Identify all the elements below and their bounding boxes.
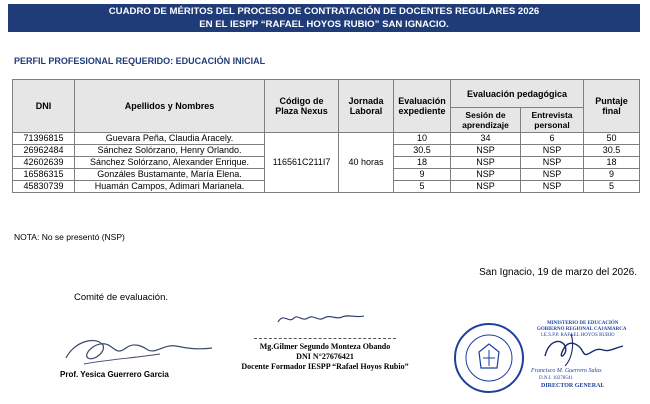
title-line-1: CUADRO DE MÉRITOS DEL PROCESO DE CONTRATACIÓN DE DOCENTES REGULARES 2026 [108, 6, 540, 17]
cell-name: Sánchez Solórzano, Henry Orlando. [75, 145, 265, 157]
cell-final: 9 [584, 169, 640, 181]
cell-file: 30.5 [394, 145, 451, 157]
place-date: San Ignacio, 19 de marzo del 2026. [479, 267, 637, 278]
signatory-2-name: Mg.Gilmer Segundo Monteza Obando [259, 342, 391, 351]
signatory-1-name: Prof. Yesica Guerrero Garcia [60, 370, 169, 379]
cell-session: NSP [451, 157, 521, 169]
cell-interview: NSP [521, 145, 584, 157]
cell-code: 116561C211I7 [265, 133, 339, 193]
header-final: Puntaje final [584, 80, 640, 133]
header-ped-eval: Evaluación pedagógica [451, 80, 584, 108]
signature-scribble-2 [276, 308, 366, 328]
header-code: Código de Plaza Nexus [265, 80, 339, 133]
title-banner [8, 4, 640, 32]
cell-file: 18 [394, 157, 451, 169]
header-file-eval: Evaluación expediente [394, 80, 451, 133]
cell-session: NSP [451, 145, 521, 157]
cell-file: 5 [394, 181, 451, 193]
cell-final: 18 [584, 157, 640, 169]
seal-line-5: D.N.I. 10278541 [539, 376, 573, 381]
cell-file: 9 [394, 169, 451, 181]
cell-final: 50 [584, 133, 640, 145]
signatory-2-dni: DNI N°27676421 [296, 352, 354, 361]
signature-scribble-1 [64, 328, 214, 372]
cell-session: NSP [451, 169, 521, 181]
note: NOTA: No se presentó (NSP) [14, 232, 125, 242]
cell-final: 30.5 [584, 145, 640, 157]
header-shift: Jornada Laboral [339, 80, 394, 133]
seal-line-2: GOBIERNO REGIONAL CAJAMARCA [537, 327, 627, 332]
signatory-2-block [240, 342, 410, 372]
committee-label: Comité de evaluación. [74, 292, 168, 303]
official-seal [453, 316, 629, 400]
signature-line [254, 338, 396, 339]
seal-line-3: I.E.S.P.P. RAFAEL HOYOS RUBIO [541, 333, 615, 338]
seal-line-4: Francisco M. Guerrero Salas [531, 368, 602, 374]
seal-line-6: DIRECTOR GENERAL [541, 383, 605, 389]
cell-dni: 71396815 [13, 133, 75, 145]
seal-line-1: MINISTERIO DE EDUCACIÓN [547, 321, 619, 326]
cell-shift: 40 horas [339, 133, 394, 193]
table-row [13, 133, 640, 145]
cell-dni: 42602639 [13, 157, 75, 169]
cell-final: 5 [584, 181, 640, 193]
profile-heading: PERFIL PROFESIONAL REQUERIDO: EDUCACIÓN INICIAL [14, 56, 266, 66]
cell-name: Sánchez Solórzano, Alexander Enrique. [75, 157, 265, 169]
cell-session: NSP [451, 181, 521, 193]
cell-name: Guevara Peña, Claudia Aracely. [75, 133, 265, 145]
cell-interview: NSP [521, 157, 584, 169]
cell-interview: 6 [521, 133, 584, 145]
cell-session: 34 [451, 133, 521, 145]
header-dni: DNI [13, 80, 75, 133]
cell-dni: 45830739 [13, 181, 75, 193]
signatory-2-role: Docente Formador IESPP “Rafael Hoyos Rubio” [241, 362, 409, 371]
cell-name: Huamán Campos, Adimari Marianela. [75, 181, 265, 193]
merit-table [12, 79, 640, 193]
header-names: Apellidos y Nombres [75, 80, 265, 133]
cell-interview: NSP [521, 181, 584, 193]
cell-interview: NSP [521, 169, 584, 181]
cell-dni: 26962484 [13, 145, 75, 157]
title-line-2: EN EL IESPP “RAFAEL HOYOS RUBIO” SAN IGNACIO. [199, 18, 449, 30]
cell-file: 10 [394, 133, 451, 145]
header-session: Sesión de aprendizaje [451, 108, 521, 133]
header-interview: Entrevista personal [521, 108, 584, 133]
cell-dni: 16586315 [13, 169, 75, 181]
cell-name: Gonzáles Bustamante, María Elena. [75, 169, 265, 181]
